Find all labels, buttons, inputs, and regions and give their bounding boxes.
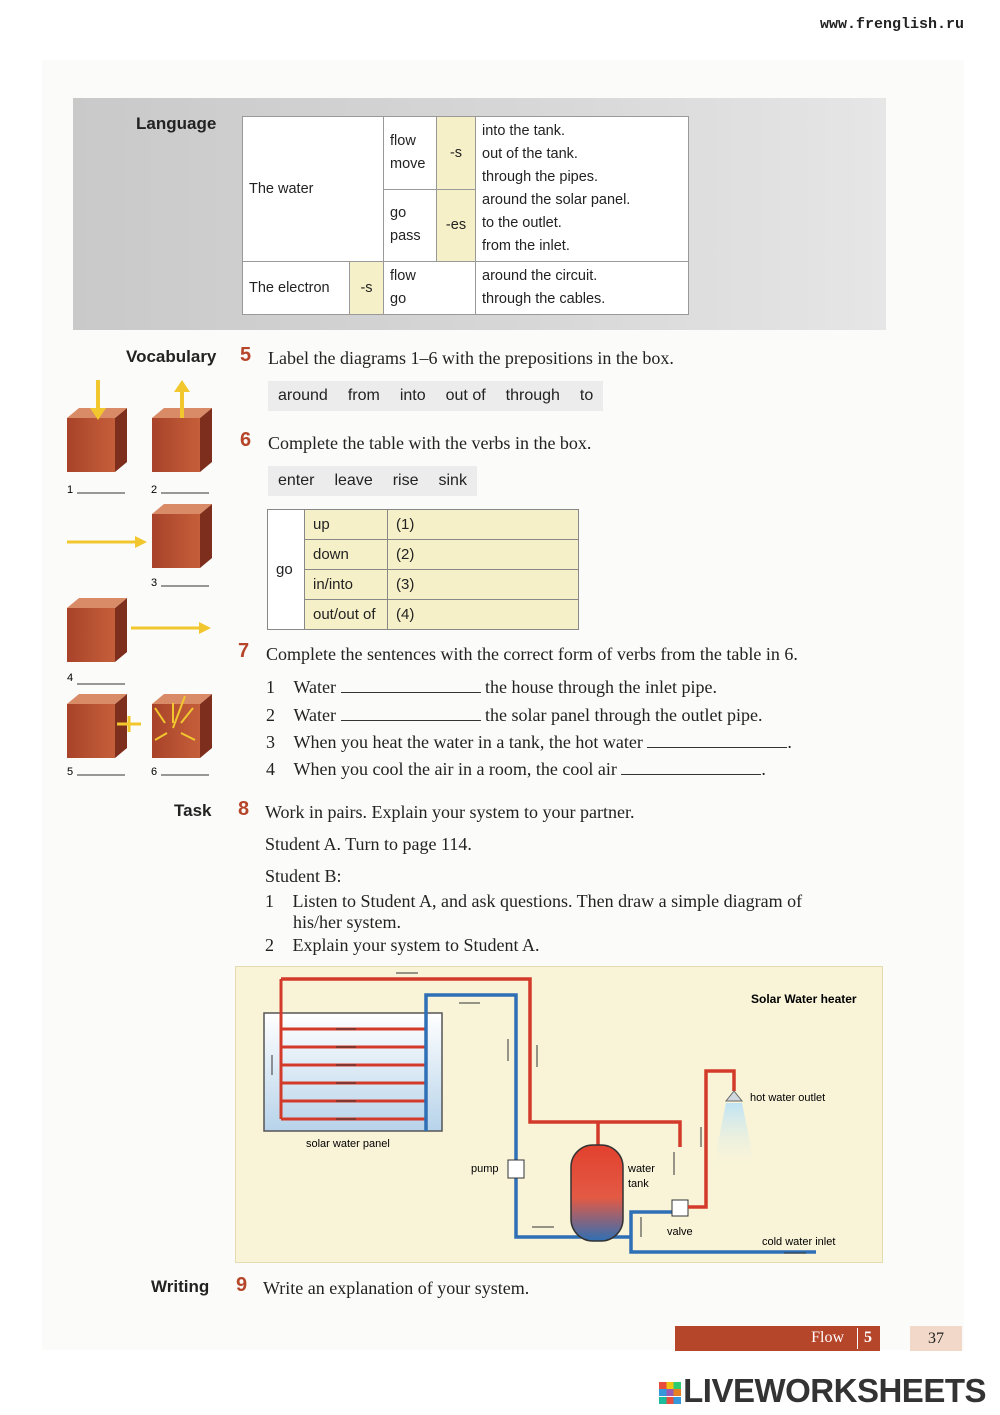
unit-name: Flow — [811, 1329, 844, 1346]
tank-label-2: tank — [628, 1178, 649, 1190]
task-step-1: 1 Listen to Student A, and ask questions. Then draw a simple diagram of — [265, 891, 803, 911]
cube-label-2: 2 — [151, 484, 158, 496]
water-subject: The water — [243, 117, 384, 262]
ex6-number: 6 — [240, 429, 252, 451]
cube-label-1: 1 — [67, 484, 74, 496]
ex7-item-2: 2 Water the solar panel through the outlet pipe. — [266, 705, 763, 725]
panel-label: solar water panel — [306, 1138, 390, 1150]
shower-head — [726, 1091, 742, 1101]
ex9-number: 9 — [236, 1274, 248, 1296]
site-url: www.frenglish.ru — [819, 16, 964, 33]
ex8-number: 8 — [238, 798, 250, 820]
ex7-item-1: 1 Water the house through the inlet pipe. — [266, 677, 717, 697]
ex7-instruction: Complete the sentences with the correct form of verbs from the table in 6. — [266, 644, 798, 664]
pump-label: pump — [471, 1163, 499, 1175]
ex8-instruction: Work in pairs. Explain your system to your partner. — [265, 802, 635, 822]
liveworksheets-logo: LIVEWORKSHEETS — [659, 1372, 986, 1410]
ex7-blank-1[interactable] — [341, 676, 481, 693]
language-table: The water flow move -s into the tank. out of the tank. through the pipes. around the solar panel. to the outlet. from the inlet. go pass -es The electron -s flow go around the circuit. through the cables. — [242, 116, 689, 315]
task-title: Task — [174, 801, 212, 820]
student-b-text: Student B: — [265, 866, 342, 886]
ex7-blank-4[interactable] — [621, 758, 761, 775]
solar-water-heater-diagram — [235, 966, 883, 1263]
hot-outlet-label: hot water outlet — [750, 1092, 826, 1104]
diagram-title: Solar Water heater — [751, 992, 857, 1006]
ex7-blank-2[interactable] — [341, 704, 481, 721]
go-label: go — [268, 510, 305, 630]
cube-label-3: 3 — [151, 577, 158, 589]
pump — [508, 1160, 524, 1178]
valve-label: valve — [667, 1226, 693, 1238]
electron-subject: The electron — [243, 262, 350, 315]
ex7-item-4: 4 When you cool the air in a room, the cool air . — [266, 759, 766, 779]
answer-slot-3[interactable]: (3) — [388, 570, 579, 600]
cube-3 — [152, 504, 212, 568]
cube-4 — [67, 598, 127, 662]
ex5-word-box: around from into out of through to — [268, 381, 603, 411]
task-step-1-cont: his/her system. — [293, 912, 401, 932]
grid-icon — [659, 1382, 681, 1404]
water-tank — [571, 1145, 623, 1241]
cold-inlet-label: cold water inlet — [762, 1236, 836, 1248]
writing-title: Writing — [151, 1277, 210, 1296]
suffix-es: -es — [437, 189, 476, 262]
tank-label-1: water — [628, 1163, 655, 1175]
electron-suffix: -s — [350, 262, 384, 315]
water-spray — [712, 1103, 756, 1172]
arrow-from-head — [199, 622, 211, 634]
student-a-text: Student A. Turn to page 114. — [265, 834, 472, 854]
ex9-instruction: Write an explanation of your system. — [263, 1278, 530, 1298]
arrow-out-of-head — [174, 380, 190, 392]
ex6-word-box: enter leave rise sink — [268, 466, 477, 496]
cube-label-4: 4 — [67, 672, 74, 684]
suffix-s: -s — [437, 117, 476, 190]
unit-footer-bar — [675, 1326, 880, 1351]
ex7-blank-3[interactable] — [647, 731, 787, 748]
language-title: Language — [136, 114, 217, 133]
task-step-2: 2 Explain your system to Student A. — [265, 935, 540, 955]
vocabulary-title: Vocabulary — [126, 347, 217, 366]
valve — [672, 1200, 688, 1216]
cube-label-6: 6 — [151, 766, 158, 778]
ex6-instruction: Complete the table with the verbs in the box. — [268, 433, 592, 453]
go-table: go up (1) down (2) in/into (3) out/out of (4) — [267, 509, 579, 630]
solar-panel — [264, 1013, 442, 1131]
preposition-cubes-illustration — [55, 378, 225, 783]
ex5-number: 5 — [240, 344, 252, 366]
answer-slot-1[interactable]: (1) — [388, 510, 579, 540]
cube-5 — [67, 694, 127, 758]
arrow-to-head — [135, 536, 147, 548]
cube-label-5: 5 — [67, 766, 74, 778]
answer-slot-4[interactable]: (4) — [388, 600, 579, 630]
ex5-instruction: Label the diagrams 1–6 with the prepositions in the box. — [268, 348, 674, 368]
page-number: 37 — [910, 1326, 962, 1351]
answer-slot-2[interactable]: (2) — [388, 540, 579, 570]
ex7-number: 7 — [238, 640, 250, 662]
ex7-item-3: 3 When you heat the water in a tank, the hot water . — [266, 732, 792, 752]
heater-svg — [236, 967, 882, 1262]
unit-number: 5 — [864, 1329, 872, 1346]
